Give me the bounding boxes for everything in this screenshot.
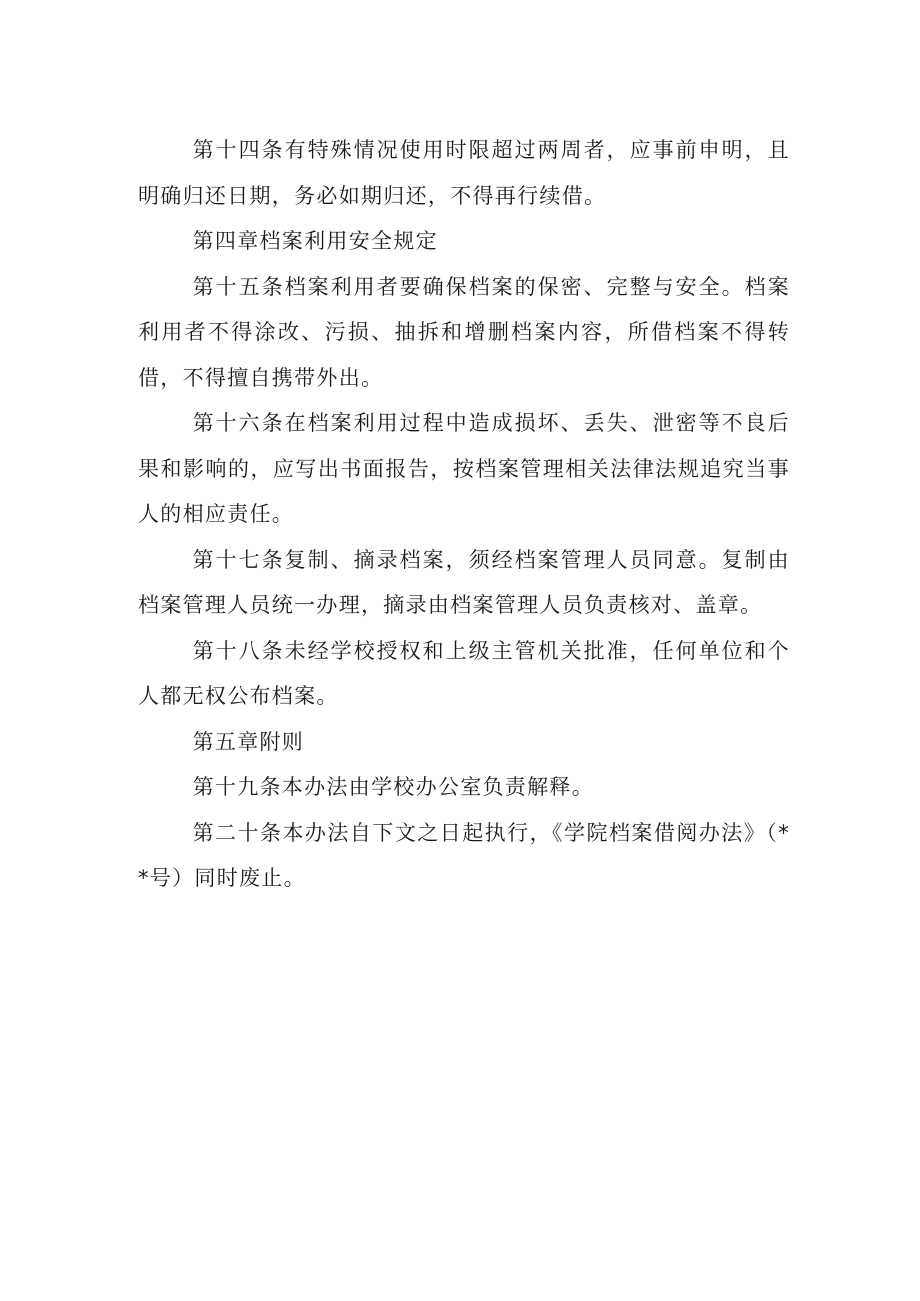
article-17: 第十七条复制、摘录档案，须经档案管理人员同意。复制由档案管理人员统一办理，摘录由档案管理人员负责核对、盖章。: [138, 547, 790, 617]
article-16: 第十六条在档案利用过程中造成损坏、丢失、泄密等不良后果和影响的，应写出书面报告，按档案管理相关法律法规追究当事人的相应责任。: [138, 411, 790, 526]
document-body: [138, 128, 790, 902]
article-20: 第二十条本办法自下文之日起执行，《学院档案借阅办法》（**号）同时废止。: [138, 820, 790, 890]
chapter-5-heading: 第五章附则: [192, 729, 305, 754]
article-19: 第十九条本办法由学校办公室负责解释。: [192, 775, 594, 799]
article-15: 第十五条档案利用者要确保档案的保密、完整与安全。档案利用者不得涂改、污损、抽拆和增删档案内容，所借档案不得转借，不得擅自携带外出。: [138, 274, 790, 390]
chapter-4-heading: 第四章档案利用安全规定: [192, 229, 438, 253]
article-14: 第十四条有特殊情况使用时限超过两周者，应事前申明，且明确归还日期，务必如期归还，不得再行续借。: [138, 138, 790, 208]
article-18: 第十八条未经学校授权和上级主管机关批准，任何单位和个人都无权公布档案。: [138, 638, 790, 708]
